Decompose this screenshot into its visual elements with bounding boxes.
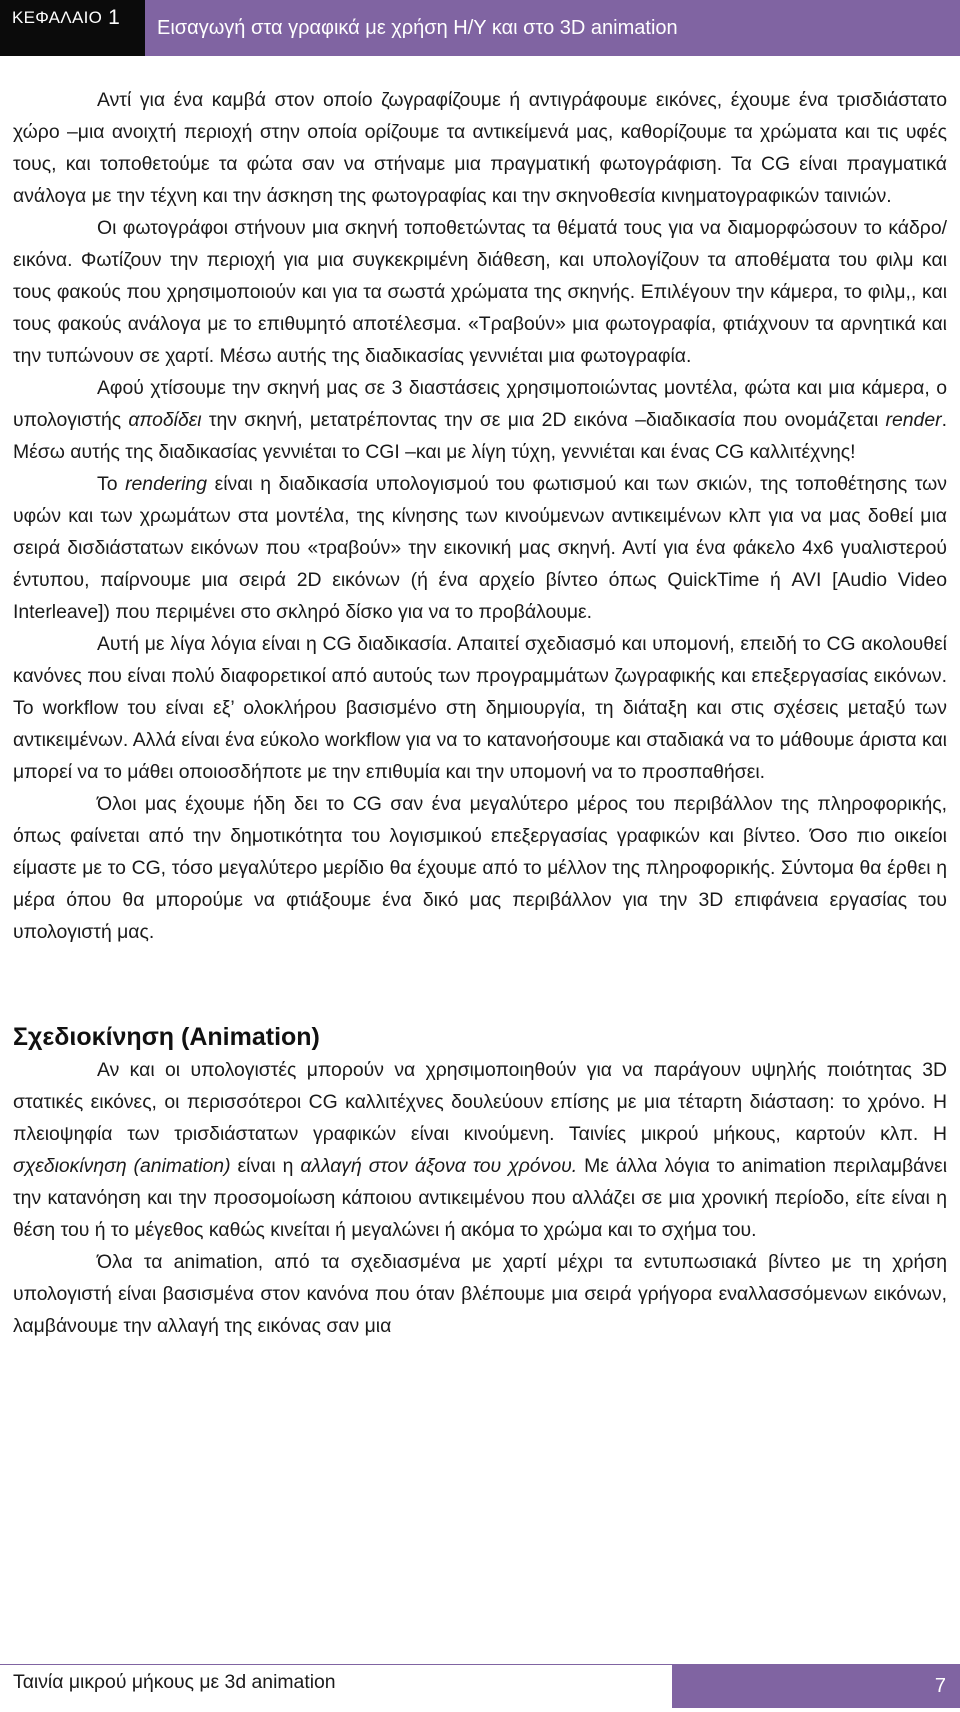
paragraph-text: Οι φωτογράφοι στήνουν μια σκηνή τοποθετώντας τα θέματά τους για να διαμορφώσουν το κάδρο/εικόνα. Φωτίζουν την περιοχή για μια συγκεκριμένη διάθεση, και υπολογίζουν τα αποθέματα του φιλμ και τους φακούς που χρησιμοποιούν και για τα σωστά χρώματα της σκηνής. Επιλέγουν την κάμερα, το φιλμ,, και τους φακούς ανάλογα με το επιθυμητό αποτέλεσμα. «Τραβούν» μια φωτογραφία, φτιάχνουν τα αρνητικά και την τυπώνουν σε χαρτί. Μέσω αυτής της διαδικασίας γεννιέται μια φωτογραφία.: [13, 217, 947, 367]
emphasis-text: αλλαγή στον άξονα του χρόνου.: [300, 1155, 578, 1177]
section-heading: Σχεδιοκίνηση (Animation): [13, 1023, 320, 1051]
footer-title: Ταινία μικρού μήκους με 3d animation: [13, 1671, 336, 1693]
paragraph-text: είναι η: [230, 1155, 301, 1177]
emphasis-text: αποδίδει: [128, 409, 202, 431]
paragraph-text: . Μέσω αυτής της διαδικασίας γεννιέται το CGI –και με λίγη τύχη, γεννιέται και ένας CG καλλιτέχνης!: [13, 409, 947, 463]
paragraph-text: Αν και οι υπολογιστές μπορούν να χρησιμοποιηθούν για να παράγουν υψηλής ποιότητας 3D στατικές εικόνες, οι περισσότεροι CG καλλιτέχνες δουλεύουν επίσης με μια τέταρτη διάσταση: το χρόνο. Η πλειοψηφία των τρισδιάστατων γραφικών είναι κινούμενη. Ταινίες μικρού μήκους, καρτούν κλπ. Η: [13, 1059, 947, 1145]
body-paragraph: [13, 1054, 947, 1246]
paragraph-text: Το: [97, 473, 126, 495]
paragraph-text: είναι η διαδικασία υπολογισμού του φωτισμού και των σκιών, της τοποθέτησης των υφών και των χρωμάτων στα μοντέλα, της κίνησης των κινούμενων αντικειμένων κλπ για να μας δοθεί μια σειρά δισδιάστατων εικόνων που «τραβούν» την εικονική μας σκηνή. Αντί για ένα φάκελο 4x6 γυαλιστερού έντυπου, παίρνουμε μια σειρά 2D εικόνων (ή ένα αρχείο βίντεο όπως QuickTime ή AVI [Audio Video Interleave]) που περιμένει στο σκληρό δίσκο για να το προβάλουμε.: [13, 473, 947, 623]
page-number-box: [672, 1664, 960, 1708]
emphasis-text: σχεδιοκίνηση (animation): [13, 1155, 231, 1177]
page-body: [13, 84, 947, 1342]
paragraph-text: Με άλλα λόγια το animation περιλαμβάνει την κατανόηση και την προσομοίωση κάποιου αντικειμένου που αλλάζει σε μια χρονική περίοδο, είτε είναι η θέση του ή το μέγεθος καθώς κινείται ή μεγαλώνει ή ακόμα το χρώμα και το σχήμα του.: [13, 1155, 947, 1241]
chapter-number: 1: [108, 6, 121, 29]
body-paragraph: [13, 84, 947, 212]
chapter-title: Εισαγωγή στα γραφικά με χρήση Η/Υ και στο 3D animation: [157, 16, 678, 39]
chapter-label-box: [0, 0, 145, 56]
emphasis-text: render: [885, 409, 942, 431]
footer-rule: [0, 1664, 672, 1665]
body-paragraph: [13, 212, 947, 372]
paragraph-text: Όλοι μας έχουμε ήδη δει το CG σαν ένα μεγαλύτερο μέρος του περιβάλλον της πληροφορικής, όπως φαίνεται από την δημοτικότητα του λογισμικού επεξεργασίας γραφικών και βίντεο. Όσο πιο οικείοι είμαστε με το CG, τόσο μεγαλύτερο μερίδιο θα έχουμε από το μέλλον της πληροφορικής. Σύντομα θα έρθει η μέρα όπου θα μπορούμε να φτιάξουμε ένα δικό μας περιβάλλον για την 3D επιφάνεια εργασίας του υπολογιστή μας.: [13, 793, 947, 943]
paragraph-text: Αυτή με λίγα λόγια είναι η CG διαδικασία. Απαιτεί σχεδιασμό και υπομονή, επειδή το CG ακολουθεί κανόνες που είναι πολύ διαφορετικοί από αυτούς των προγραμμάτων ζωγραφικής και επεξεργασίας εικόνων. Το workflow του είναι εξ’ ολοκλήρου βασισμένο στη δημιουργία, τη διάταξη και στις σχέσεις μεταξύ των αντικειμένων. Αλλά είναι ένα εύκολο workflow για να το κατανοήσουμε και σταδιακά να το μάθουμε άριστα και μπορεί να το μάθει οποιοσδήποτε με την επιθυμία και την υπομονή να το προσπαθήσει.: [13, 633, 947, 783]
paragraph-text: Αφού χτίσουμε την σκηνή μας σε 3 διαστάσεις χρησιμοποιώντας μοντέλα, φώτα και μια κάμερα, ο υπολογιστής: [13, 377, 947, 431]
paragraph-text: την σκηνή, μετατρέποντας την σε μια 2D εικόνα –διαδικασία που ονομάζεται: [201, 409, 886, 431]
chapter-label: ΚΕΦΑΛΑΙΟ: [12, 8, 103, 27]
body-paragraph: [13, 468, 947, 628]
page-number: 7: [934, 1674, 946, 1697]
body-paragraph: [13, 372, 947, 468]
intro-section: [13, 84, 947, 948]
body-paragraph: [13, 1246, 947, 1342]
emphasis-text: rendering: [125, 473, 207, 495]
page-header: [0, 0, 960, 56]
body-paragraph: [13, 628, 947, 788]
animation-section: [13, 1054, 947, 1342]
body-paragraph: [13, 788, 947, 948]
paragraph-text: Αντί για ένα καμβά στον οποίο ζωγραφίζουμε ή αντιγράφουμε εικόνες, έχουμε ένα τρισδιάστατο χώρο –μια ανοιχτή περιοχή στην οποία ορίζουμε τα αντικείμενά μας, καθορίζουμε τα χρώματα και τις υφές τους, και τοποθετούμε τα φώτα σαν να στήναμε μια πραγματική φωτογράφιση. Τα CG είναι πραγματικά ανάλογα με την τέχνη και την άσκηση της φωτογραφίας και την σκηνοθεσία κινηματογραφικών ταινιών.: [13, 89, 947, 207]
page-footer: [0, 1664, 960, 1708]
chapter-title-bar: [145, 0, 960, 56]
paragraph-text: Όλα τα animation, από τα σχεδιασμένα με χαρτί μέχρι τα εντυπωσιακά βίντεο με τη χρήση υπολογιστή είναι βασισμένα στον κανόνα που όταν βλέπουμε μια σειρά γρήγορα εναλλασσόμενων εικόνων, λαμβάνουμε την αλλαγή της εικόνας σαν μια: [13, 1251, 947, 1337]
